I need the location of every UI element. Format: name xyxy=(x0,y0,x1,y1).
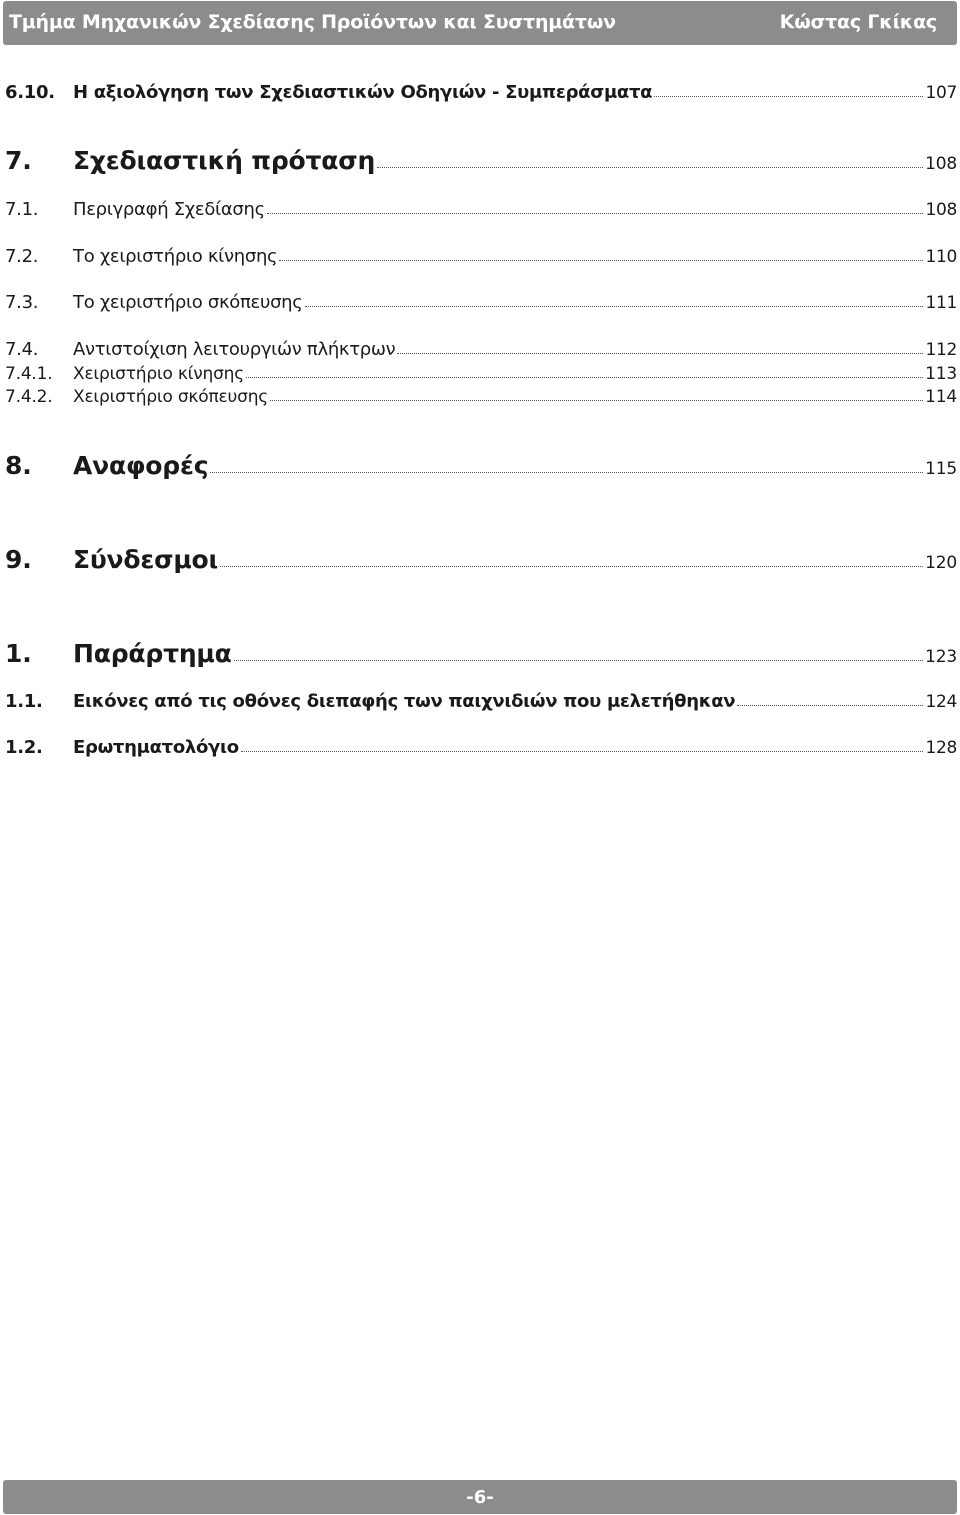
toc-leader-dots xyxy=(241,750,924,752)
toc-entry-page: 113 xyxy=(925,364,957,384)
header-author: Κώστας Γκίκας xyxy=(779,11,937,33)
toc-entry-number: 6.10. xyxy=(5,82,55,103)
toc-entry-page: 107 xyxy=(925,83,957,103)
page-footer xyxy=(3,1480,957,1514)
toc-entry-page: 108 xyxy=(925,154,957,174)
toc-entry-title: Αναφορές xyxy=(73,451,209,480)
toc-entry-page: 108 xyxy=(925,200,957,220)
toc-entry-page: 110 xyxy=(925,247,957,267)
toc-entry[interactable] xyxy=(5,339,957,360)
toc-leader-dots xyxy=(210,471,923,473)
toc-entry-number: 7.4.2. xyxy=(5,387,53,407)
toc-entry-title: Σύνδεσμοι xyxy=(73,545,219,574)
toc-entry-page: 120 xyxy=(925,553,957,573)
toc-entry-page: 128 xyxy=(925,738,957,758)
toc-leader-dots xyxy=(270,399,923,401)
toc-entry[interactable] xyxy=(5,364,957,384)
toc-entry-page: 111 xyxy=(925,293,957,313)
toc-leader-dots xyxy=(279,259,923,261)
toc-entry[interactable] xyxy=(5,691,957,712)
toc-entry-number: 7. xyxy=(5,146,32,175)
footer-page-number: -6- xyxy=(466,1487,494,1508)
toc-entry-number: 7.4.1. xyxy=(5,364,53,384)
toc-entry[interactable] xyxy=(5,246,957,267)
toc-leader-dots xyxy=(377,166,923,168)
toc-leader-dots xyxy=(267,212,924,214)
toc-entry[interactable] xyxy=(5,387,957,407)
toc-entry[interactable] xyxy=(5,545,957,574)
toc-entry-number: 8. xyxy=(5,451,32,480)
toc-entry-title: Η αξιολόγηση των Σχεδιαστικών Οδηγιών - Συμπεράσματα xyxy=(73,82,653,103)
toc-entry-number: 1.1. xyxy=(5,691,43,712)
toc-entry-title: Χειριστήριο κίνησης xyxy=(73,364,245,384)
toc-leader-dots xyxy=(305,305,924,307)
toc-entry-title: Χειριστήριο σκόπευσης xyxy=(73,387,269,407)
toc-entry-title: Παράρτημα xyxy=(73,639,232,668)
toc-entry-title: Εικόνες από τις οθόνες διεπαφής των παιχνιδιών που μελετήθηκαν xyxy=(73,691,736,712)
toc-entry-page: 123 xyxy=(925,647,957,667)
header-department: Τμήμα Μηχανικών Σχεδίασης Προϊόντων και Συστημάτων xyxy=(9,11,616,33)
toc-leader-dots xyxy=(234,659,924,661)
toc-entry-number: 1.2. xyxy=(5,737,43,758)
toc-leader-dots xyxy=(246,376,923,378)
toc-entry[interactable] xyxy=(5,639,957,668)
toc-entry-title: Το χειριστήριο σκόπευσης xyxy=(73,292,303,313)
toc-leader-dots xyxy=(737,704,923,706)
toc-entry-page: 115 xyxy=(925,459,957,479)
toc-entry-page: 112 xyxy=(925,340,957,360)
toc-entry-number: 7.3. xyxy=(5,292,39,313)
toc-entry-page: 114 xyxy=(925,387,957,407)
toc-entry-title: Σχεδιαστική πρόταση xyxy=(73,146,376,175)
toc-entry[interactable] xyxy=(5,451,957,480)
toc-entry-number: 7.4. xyxy=(5,339,39,360)
toc-entry[interactable] xyxy=(5,199,957,220)
toc-entry[interactable] xyxy=(5,82,957,103)
toc-leader-dots xyxy=(397,352,923,354)
toc-entry[interactable] xyxy=(5,146,957,175)
toc-entry[interactable] xyxy=(5,292,957,313)
toc-entry-title: Περιγραφή Σχεδίασης xyxy=(73,199,265,220)
toc-entry-number: 1. xyxy=(5,639,32,668)
toc-leader-dots xyxy=(654,95,923,97)
toc-entry-page: 124 xyxy=(925,692,957,712)
toc-entry-number: 9. xyxy=(5,545,32,574)
toc-entry[interactable] xyxy=(5,737,957,758)
toc-entry-number: 7.2. xyxy=(5,246,39,267)
toc-entry-title: Αντιστοίχιση λειτουργιών πλήκτρων xyxy=(73,339,396,360)
toc-entry-number: 7.1. xyxy=(5,199,39,220)
toc-leader-dots xyxy=(220,565,923,567)
page-header xyxy=(3,1,957,45)
toc-entry-title: Ερωτηματολόγιο xyxy=(73,737,239,758)
toc-entry-title: Το χειριστήριο κίνησης xyxy=(73,246,278,267)
